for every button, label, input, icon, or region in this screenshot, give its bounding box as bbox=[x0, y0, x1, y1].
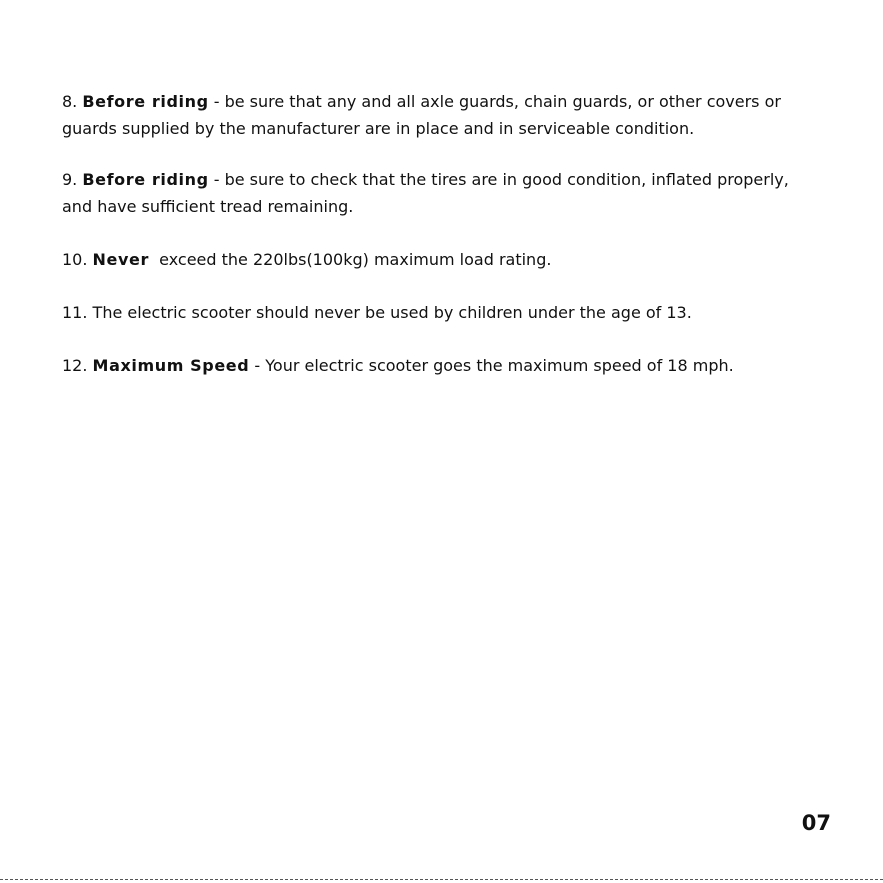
safety-item-11 bbox=[62, 299, 837, 326]
item-text: - be sure to check that the tires are in good condition, inflated properly, bbox=[208, 170, 789, 189]
page-number: 07 bbox=[801, 811, 831, 835]
safety-item-8-line-1 bbox=[62, 88, 837, 115]
safety-item-12-line-1 bbox=[62, 352, 837, 379]
item-keyword: Maximum Speed bbox=[92, 356, 250, 375]
item-keyword: Before riding bbox=[82, 170, 209, 189]
item-text: - be sure that any and all axle guards, chain guards, or other covers or bbox=[208, 92, 781, 111]
item-keyword: Before riding bbox=[82, 92, 209, 111]
item-text: The electric scooter should never be used by children under the age of 13. bbox=[92, 303, 692, 322]
safety-item-9 bbox=[62, 166, 837, 220]
safety-item-8-line-2: guards supplied by the manufacturer are in place and in serviceable condition. bbox=[62, 119, 695, 138]
safety-item-9-line-1 bbox=[62, 166, 837, 193]
item-text: exceed the 220lbs(100kg) maximum load rating. bbox=[148, 250, 552, 269]
safety-item-10-line-1 bbox=[62, 246, 837, 273]
safety-item-10 bbox=[62, 246, 837, 273]
safety-item-11-line-1 bbox=[62, 299, 837, 326]
item-keyword: Never bbox=[92, 250, 149, 269]
item-number: 11. bbox=[62, 303, 88, 322]
item-text: - Your electric scooter goes the maximum speed of 18 mph. bbox=[249, 356, 734, 375]
page-bottom-divider bbox=[0, 879, 883, 880]
item-number: 12. bbox=[62, 356, 88, 375]
item-number: 8. bbox=[62, 92, 78, 111]
safety-item-8 bbox=[62, 88, 837, 142]
safety-item-12 bbox=[62, 352, 837, 379]
item-number: 10. bbox=[62, 250, 88, 269]
safety-item-9-line-2: and have sufficient tread remaining. bbox=[62, 197, 354, 216]
item-number: 9. bbox=[62, 170, 78, 189]
